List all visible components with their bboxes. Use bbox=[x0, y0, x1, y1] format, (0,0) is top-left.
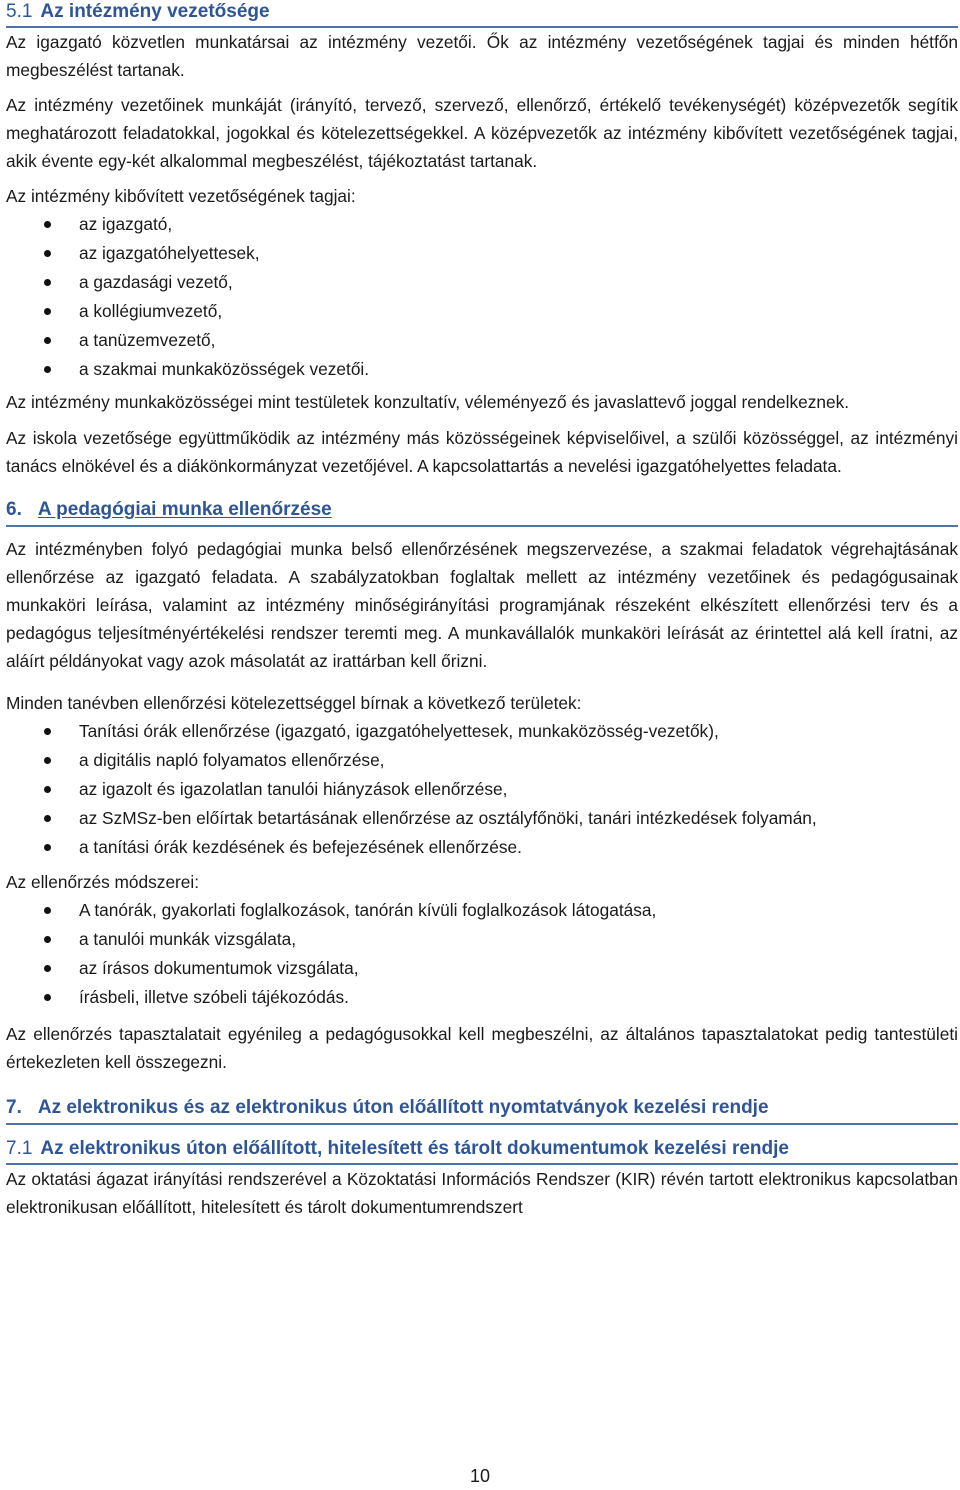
document-page bbox=[6, 0, 958, 1221]
list-item: a tanítási órák kezdésének és befejezésének ellenőrzése. bbox=[6, 833, 958, 862]
bullet-icon bbox=[44, 994, 51, 1001]
bullet-icon bbox=[44, 221, 51, 228]
heading-title: Az elektronikus és az elektronikus úton előállított nyomtatványok kezelési rendje bbox=[37, 1097, 769, 1118]
list-item: az igazolt és igazolatlan tanulói hiányzások ellenőrzése, bbox=[6, 775, 958, 804]
bullet-icon bbox=[44, 308, 51, 315]
paragraph: Az intézményben folyó pedagógiai munka belső ellenőrzésének megszervezése, a szakmai feladatok végrehajtásának ellenőrzése az igazgató feladata. A szabályzatokban foglaltak mellett az intézmény vezetőinek és pedagógusainak munkaköri leírása, valamint az intézmény minőségirányítási programjának részeként elkészített ellenőrzési terv és a pedagógus teljesítményértékelési rendszer teremti meg. A munkavállalók munkaköri leírását az érintettel alá kell íratni, az aláírt példányokat vagy azok másolatát az irattárban kell őrizni. bbox=[6, 539, 958, 671]
list-item: a digitális napló folyamatos ellenőrzése, bbox=[6, 746, 958, 775]
bullet-icon bbox=[44, 786, 51, 793]
heading-title: A pedagógiai munka ellenőrzése bbox=[37, 499, 332, 520]
heading-number: 7. bbox=[6, 1097, 22, 1118]
paragraph: Az intézmény vezetőinek munkáját (irányító, tervező, szervező, ellenőrző, értékelő tevékenységét) középvezetők segítik meghatározott feladatokkal, jogokkal és kötelezettségekkel. A középvezetők az intézmény kibővített vezetőségének tagjai, akik évente egy-két alkalommal megbeszélést, tájékoztatást tartanak. bbox=[6, 95, 958, 171]
list-item: az igazgatóhelyettesek, bbox=[6, 239, 958, 268]
bullet-icon bbox=[44, 757, 51, 764]
heading-number: 6. bbox=[6, 499, 22, 520]
list-item: írásbeli, illetve szóbeli tájékozódás. bbox=[6, 983, 958, 1012]
bullet-icon bbox=[44, 907, 51, 914]
heading-title: Az intézmény vezetősége bbox=[40, 1, 270, 22]
bullet-icon bbox=[44, 965, 51, 972]
list-item: Tanítási órák ellenőrzése (igazgató, igazgatóhelyettesek, munkaközösség-vezetők), bbox=[6, 717, 958, 746]
bullet-icon bbox=[44, 366, 51, 373]
list-item: a kollégiumvezető, bbox=[6, 297, 958, 326]
bullet-icon bbox=[44, 844, 51, 851]
bullet-icon bbox=[44, 279, 51, 286]
heading-number: 7.1 bbox=[6, 1138, 33, 1159]
heading-5-1 bbox=[6, 0, 958, 28]
list-item: az SzMSz-ben előírtak betartásának ellenőrzése az osztályfőnöki, tanári intézkedések folyamán, bbox=[6, 804, 958, 833]
paragraph: Az intézmény munkaközösségei mint testületek konzultatív, véleményező és javaslattevő joggal rendelkeznek. bbox=[6, 392, 850, 412]
heading-title: Az elektronikus úton előállított, hitelesített és tárolt dokumentumok kezelési rendje bbox=[40, 1138, 789, 1159]
bullet-icon bbox=[44, 337, 51, 344]
heading-number: 5.1 bbox=[6, 1, 33, 22]
paragraph: Az iskola vezetősége együttműködik az intézmény más közösségeinek képviselőivel, a szülői közösséggel, az intézményi tanács elnökével és a diákönkormányzat vezetőjével. A kapcsolattartás a nevelési igazgatóhelyettes feladata. bbox=[6, 428, 958, 476]
page-number: 10 bbox=[469, 1466, 491, 1486]
bullet-icon bbox=[44, 250, 51, 257]
list-item: a tanulói munkák vizsgálata, bbox=[6, 925, 958, 954]
list-item: az írásos dokumentumok vizsgálata, bbox=[6, 954, 958, 983]
heading-7-1 bbox=[6, 1137, 958, 1165]
paragraph: Az igazgató közvetlen munkatársai az intézmény vezetői. Ők az intézmény vezetőségének tagjai és minden hétfőn megbeszélést tartanak. bbox=[6, 32, 958, 80]
list-intro: Minden tanévben ellenőrzési kötelezettséggel bírnak a következő területek: bbox=[6, 693, 582, 713]
list-item: a tanüzemvezető, bbox=[6, 326, 958, 355]
heading-7 bbox=[6, 1096, 958, 1125]
list-item: a gazdasági vezető, bbox=[6, 268, 958, 297]
areas-list bbox=[6, 717, 958, 862]
bullet-icon bbox=[44, 815, 51, 822]
members-list bbox=[6, 210, 958, 384]
paragraph: Az oktatási ágazat irányítási rendszerével a Közoktatási Információs Rendszer (KIR) révén tartott elektronikus kapcsolatban elektronikusan előállított, hitelesített és tárolt dokumentumrendszert bbox=[6, 1169, 958, 1217]
bullet-icon bbox=[44, 728, 51, 735]
list-item: az igazgató, bbox=[6, 210, 958, 239]
heading-6 bbox=[6, 498, 958, 527]
list-intro: Az ellenőrzés módszerei: bbox=[6, 872, 200, 892]
methods-list bbox=[6, 896, 958, 1012]
list-item: a szakmai munkaközösségek vezetői. bbox=[6, 355, 958, 384]
paragraph: Az ellenőrzés tapasztalatait egyénileg a pedagógusokkal kell megbeszélni, az általános tapasztalatokat pedig tantestületi értekezleten kell összegezni. bbox=[6, 1024, 958, 1072]
list-item: A tanórák, gyakorlati foglalkozások, tanórán kívüli foglalkozások látogatása, bbox=[6, 896, 958, 925]
bullet-icon bbox=[44, 936, 51, 943]
list-intro: Az intézmény kibővített vezetőségének tagjai: bbox=[6, 186, 356, 206]
